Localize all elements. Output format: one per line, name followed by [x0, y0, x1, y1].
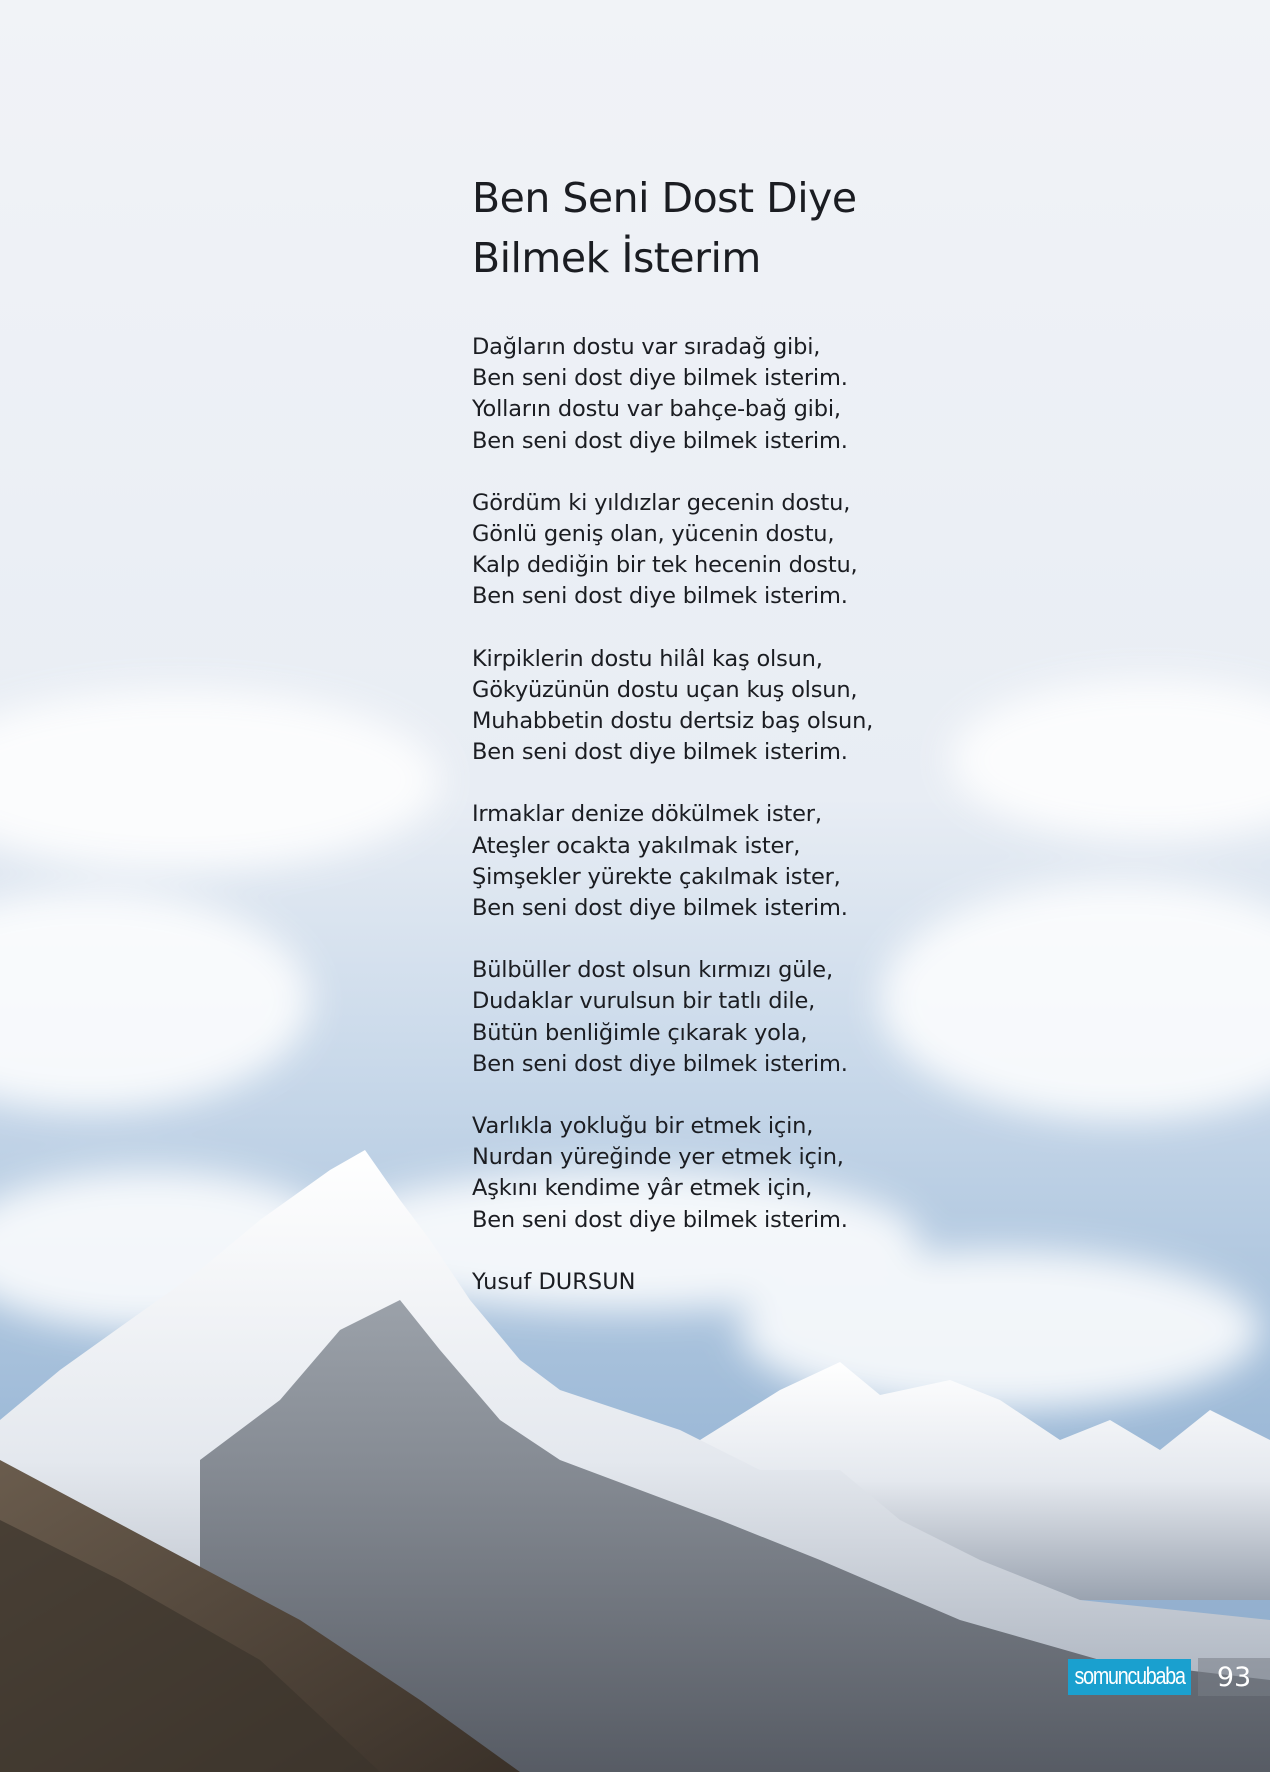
page-number: 93 — [1198, 1658, 1270, 1696]
verse-line: Kalp dediğin bir tek hecenin dostu, — [472, 552, 858, 579]
verse-line: Ben seni dost diye bilmek isterim. — [472, 1050, 848, 1077]
stanza — [472, 332, 1032, 457]
verse-line: Ateşler ocakta yakılmak ister, — [472, 832, 801, 859]
verse-line: Dağların dostu var sıradağ gibi, — [472, 334, 821, 360]
poem-title-line: Bilmek İsterim — [472, 234, 761, 282]
stanza — [472, 488, 1032, 613]
verse-line: Şimşekler yürekte çakılmak ister, — [472, 863, 841, 890]
verse-line: Ben seni dost diye bilmek isterim. — [472, 895, 848, 922]
verse-line: Irmaklar denize dökülmek ister, — [472, 801, 822, 828]
verse-line: Gördüm ki yıldızlar gecenin dostu, — [472, 489, 851, 516]
poem-title-line: Ben Seni Dost Diye — [472, 174, 857, 222]
verse-line: Muhabbetin dostu dertsiz baş olsun, — [472, 708, 874, 735]
verse-line: Varlıkla yokluğu bir etmek için, — [472, 1113, 814, 1140]
poem-title — [472, 168, 1032, 288]
poem — [472, 168, 1032, 1298]
page-footer — [1068, 1658, 1252, 1696]
magazine-logo: somuncubaba — [1068, 1659, 1191, 1695]
verse-line: Kirpiklerin dostu hilâl kaş olsun, — [472, 645, 823, 672]
verse-line: Ben seni dost diye bilmek isterim. — [472, 739, 848, 766]
stanza — [472, 799, 1032, 924]
stanza — [472, 644, 1032, 769]
verse-line: Bütün benliğimle çıkarak yola, — [472, 1019, 808, 1046]
verse-line: Dudaklar vurulsun bir tatlı dile, — [472, 988, 816, 1015]
verse-line: Gönlü geniş olan, yücenin dostu, — [472, 521, 835, 548]
verse-line: Nurdan yüreğinde yer etmek için, — [472, 1144, 844, 1171]
poem-author: Yusuf DURSUN — [472, 1268, 636, 1295]
verse-line: Aşkını kendime yâr etmek için, — [472, 1175, 813, 1202]
verse-line: Gökyüzünün dostu uçan kuş olsun, — [472, 676, 858, 703]
verse-line: Ben seni dost diye bilmek isterim. — [472, 365, 848, 392]
stanza — [472, 955, 1032, 1080]
verse-line: Ben seni dost diye bilmek isterim. — [472, 583, 848, 610]
verse-line: Ben seni dost diye bilmek isterim. — [472, 427, 848, 454]
verse-line: Ben seni dost diye bilmek isterim. — [472, 1206, 848, 1233]
stanza — [472, 1111, 1032, 1236]
verse-line: Bülbüller dost olsun kırmızı güle, — [472, 957, 833, 984]
verse-line: Yolların dostu var bahçe-bağ gibi, — [472, 396, 841, 423]
